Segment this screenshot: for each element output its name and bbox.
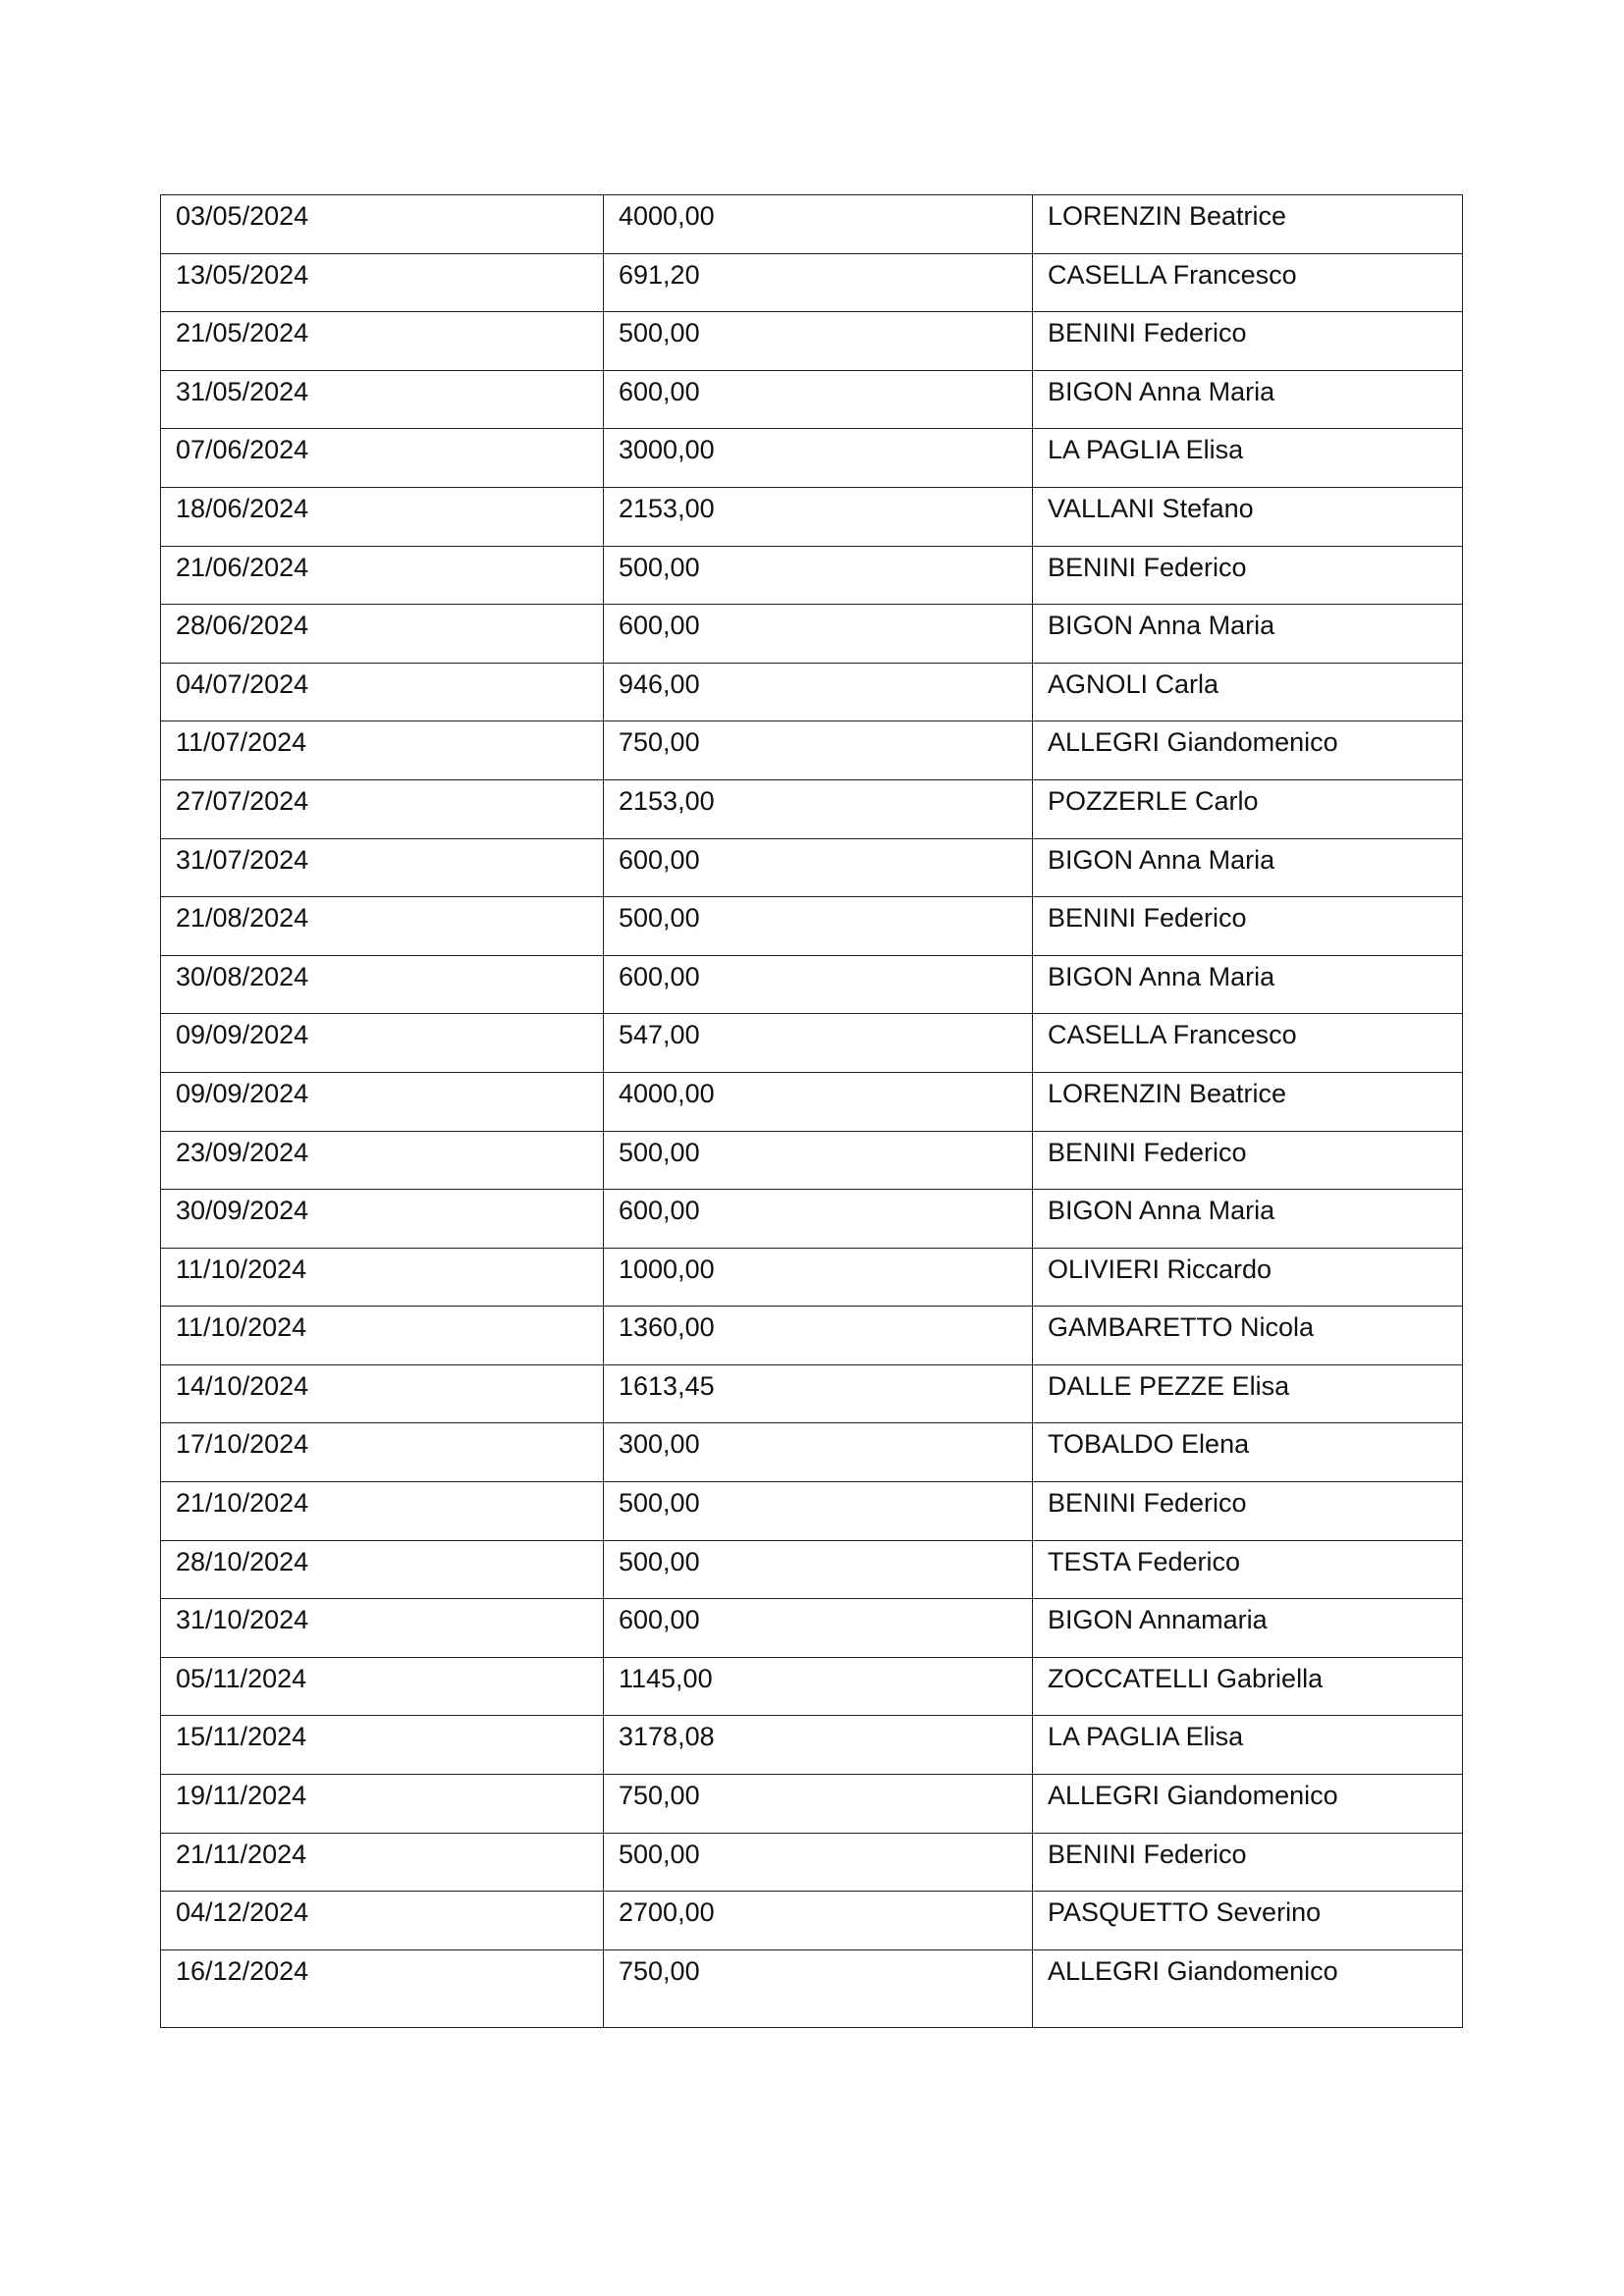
- name-cell-text: LA PAGLIA Elisa: [1048, 435, 1244, 465]
- name-cell: [1033, 370, 1463, 429]
- date-cell: [161, 487, 604, 546]
- date-cell: [161, 253, 604, 312]
- amount-cell-text: 2153,00: [619, 493, 715, 523]
- amount-cell: [604, 253, 1033, 312]
- name-cell: [1033, 1833, 1463, 1892]
- date-cell-text: 05/11/2024: [176, 1663, 307, 1693]
- table-row: [161, 721, 1463, 780]
- amount-cell: [604, 1364, 1033, 1423]
- date-cell: [161, 195, 604, 254]
- table-row: [161, 663, 1463, 721]
- date-cell: [161, 779, 604, 838]
- table-row: [161, 1599, 1463, 1658]
- amount-cell-text: 4000,00: [619, 201, 715, 231]
- name-cell: [1033, 1599, 1463, 1658]
- amount-cell-text: 300,00: [619, 1429, 700, 1460]
- table-row: [161, 1072, 1463, 1131]
- name-cell-text: TOBALDO Elena: [1048, 1429, 1250, 1460]
- amount-cell: [604, 779, 1033, 838]
- date-cell-text: 30/09/2024: [176, 1196, 309, 1226]
- name-cell: [1033, 195, 1463, 254]
- amount-cell-text: 500,00: [619, 1839, 700, 1869]
- name-cell-text: ALLEGRI Giandomenico: [1048, 1955, 1338, 1986]
- amount-cell-text: 600,00: [619, 961, 700, 991]
- date-cell-text: 11/10/2024: [176, 1312, 307, 1343]
- name-cell: [1033, 1657, 1463, 1716]
- date-cell: [161, 838, 604, 897]
- table-row: [161, 1364, 1463, 1423]
- amount-cell: [604, 1775, 1033, 1834]
- date-cell: [161, 1307, 604, 1365]
- amount-cell-text: 600,00: [619, 376, 700, 406]
- amount-cell-text: 600,00: [619, 844, 700, 875]
- name-cell: [1033, 838, 1463, 897]
- name-cell-text: CASELLA Francesco: [1048, 259, 1297, 290]
- amount-cell-text: 2153,00: [619, 785, 715, 816]
- amount-cell: [604, 487, 1033, 546]
- table-row: [161, 1540, 1463, 1599]
- name-cell-text: POZZERLE Carlo: [1048, 785, 1259, 816]
- date-cell: [161, 605, 604, 664]
- date-cell-text: 07/06/2024: [176, 435, 309, 465]
- name-cell-text: OLIVIERI Riccardo: [1048, 1254, 1272, 1284]
- payments-table: [160, 194, 1463, 2028]
- amount-cell: [604, 195, 1033, 254]
- name-cell-text: BIGON Anna Maria: [1048, 376, 1275, 406]
- amount-cell: [604, 1833, 1033, 1892]
- date-cell-text: 16/12/2024: [176, 1955, 309, 1986]
- amount-cell: [604, 1716, 1033, 1775]
- name-cell-text: ALLEGRI Giandomenico: [1048, 727, 1338, 758]
- name-cell-text: BIGON Anna Maria: [1048, 611, 1275, 641]
- amount-cell: [604, 1482, 1033, 1541]
- amount-cell-text: 500,00: [619, 1137, 700, 1167]
- date-cell-text: 21/06/2024: [176, 552, 309, 582]
- name-cell: [1033, 1364, 1463, 1423]
- name-cell: [1033, 1248, 1463, 1307]
- name-cell-text: ZOCCATELLI Gabriella: [1048, 1663, 1324, 1693]
- name-cell: [1033, 253, 1463, 312]
- date-cell-text: 31/10/2024: [176, 1605, 309, 1635]
- name-cell-text: BIGON Anna Maria: [1048, 1196, 1275, 1226]
- date-cell: [161, 663, 604, 721]
- table-row: [161, 605, 1463, 664]
- name-cell: [1033, 1131, 1463, 1190]
- name-cell: [1033, 1949, 1463, 2027]
- amount-cell: [604, 370, 1033, 429]
- name-cell-text: GAMBARETTO Nicola: [1048, 1312, 1315, 1343]
- table-row: [161, 195, 1463, 254]
- amount-cell-text: 750,00: [619, 1955, 700, 1986]
- name-cell: [1033, 1072, 1463, 1131]
- name-cell-text: BENINI Federico: [1048, 1839, 1247, 1869]
- amount-cell: [604, 721, 1033, 780]
- date-cell: [161, 1131, 604, 1190]
- name-cell: [1033, 1307, 1463, 1365]
- table-row: [161, 312, 1463, 371]
- name-cell-text: LA PAGLIA Elisa: [1048, 1722, 1244, 1752]
- name-cell: [1033, 312, 1463, 371]
- date-cell-text: 03/05/2024: [176, 201, 309, 231]
- amount-cell-text: 946,00: [619, 668, 700, 699]
- date-cell-text: 17/10/2024: [176, 1429, 309, 1460]
- table-row: [161, 1482, 1463, 1541]
- amount-cell: [604, 1014, 1033, 1073]
- name-cell-text: TESTA Federico: [1048, 1546, 1241, 1576]
- table-row: [161, 1949, 1463, 2027]
- name-cell: [1033, 1482, 1463, 1541]
- amount-cell: [604, 1657, 1033, 1716]
- date-cell-text: 19/11/2024: [176, 1781, 307, 1811]
- date-cell-text: 31/05/2024: [176, 376, 309, 406]
- amount-cell-text: 1145,00: [619, 1663, 713, 1693]
- name-cell: [1033, 663, 1463, 721]
- name-cell: [1033, 1892, 1463, 1950]
- amount-cell: [604, 1131, 1033, 1190]
- date-cell: [161, 955, 604, 1014]
- date-cell-text: 23/09/2024: [176, 1137, 309, 1167]
- date-cell-text: 21/11/2024: [176, 1839, 307, 1869]
- table-row: [161, 779, 1463, 838]
- amount-cell-text: 3178,08: [619, 1722, 715, 1752]
- name-cell: [1033, 1775, 1463, 1834]
- date-cell-text: 11/10/2024: [176, 1254, 307, 1284]
- date-cell-text: 11/07/2024: [176, 727, 307, 758]
- name-cell-text: VALLANI Stefano: [1048, 493, 1254, 523]
- amount-cell-text: 1360,00: [619, 1312, 715, 1343]
- name-cell-text: BENINI Federico: [1048, 1488, 1247, 1519]
- amount-cell: [604, 1949, 1033, 2027]
- name-cell: [1033, 1716, 1463, 1775]
- table-row: [161, 1833, 1463, 1892]
- name-cell: [1033, 1423, 1463, 1482]
- date-cell-text: 21/10/2024: [176, 1488, 309, 1519]
- name-cell-text: LORENZIN Beatrice: [1048, 1078, 1287, 1108]
- date-cell-text: 04/07/2024: [176, 668, 309, 699]
- date-cell-text: 04/12/2024: [176, 1897, 309, 1928]
- name-cell: [1033, 605, 1463, 664]
- name-cell-text: BENINI Federico: [1048, 1137, 1247, 1167]
- amount-cell-text: 1000,00: [619, 1254, 715, 1284]
- date-cell-text: 31/07/2024: [176, 844, 309, 875]
- amount-cell-text: 500,00: [619, 903, 700, 934]
- amount-cell: [604, 605, 1033, 664]
- table-row: [161, 838, 1463, 897]
- date-cell-text: 30/08/2024: [176, 961, 309, 991]
- name-cell-text: BIGON Annamaria: [1048, 1605, 1268, 1635]
- table-row: [161, 1307, 1463, 1365]
- payments-table-body: [161, 195, 1463, 2028]
- amount-cell: [604, 663, 1033, 721]
- name-cell-text: ALLEGRI Giandomenico: [1048, 1781, 1338, 1811]
- name-cell: [1033, 487, 1463, 546]
- date-cell-text: 09/09/2024: [176, 1078, 309, 1108]
- amount-cell-text: 691,20: [619, 259, 700, 290]
- amount-cell-text: 500,00: [619, 552, 700, 582]
- table-row: [161, 1716, 1463, 1775]
- date-cell-text: 09/09/2024: [176, 1020, 309, 1050]
- amount-cell-text: 547,00: [619, 1020, 700, 1050]
- date-cell: [161, 1190, 604, 1249]
- name-cell: [1033, 955, 1463, 1014]
- date-cell: [161, 1657, 604, 1716]
- date-cell: [161, 1949, 604, 2027]
- table-row: [161, 253, 1463, 312]
- name-cell: [1033, 721, 1463, 780]
- date-cell-text: 21/05/2024: [176, 318, 309, 348]
- amount-cell: [604, 1423, 1033, 1482]
- name-cell-text: BENINI Federico: [1048, 552, 1247, 582]
- name-cell-text: PASQUETTO Severino: [1048, 1897, 1322, 1928]
- name-cell-text: BENINI Federico: [1048, 903, 1247, 934]
- name-cell: [1033, 1540, 1463, 1599]
- date-cell-text: 13/05/2024: [176, 259, 309, 290]
- date-cell: [161, 1892, 604, 1950]
- amount-cell-text: 750,00: [619, 1781, 700, 1811]
- date-cell: [161, 1248, 604, 1307]
- date-cell: [161, 370, 604, 429]
- date-cell-text: 15/11/2024: [176, 1722, 307, 1752]
- table-row: [161, 1423, 1463, 1482]
- table-row: [161, 955, 1463, 1014]
- date-cell: [161, 1716, 604, 1775]
- amount-cell: [604, 1599, 1033, 1658]
- table-row: [161, 1248, 1463, 1307]
- amount-cell: [604, 897, 1033, 956]
- date-cell-text: 14/10/2024: [176, 1370, 309, 1401]
- date-cell: [161, 546, 604, 605]
- amount-cell-text: 3000,00: [619, 435, 715, 465]
- date-cell-text: 28/06/2024: [176, 611, 309, 641]
- amount-cell: [604, 312, 1033, 371]
- amount-cell-text: 600,00: [619, 611, 700, 641]
- table-row: [161, 546, 1463, 605]
- date-cell: [161, 1364, 604, 1423]
- amount-cell: [604, 1248, 1033, 1307]
- date-cell: [161, 1775, 604, 1834]
- name-cell-text: BIGON Anna Maria: [1048, 961, 1275, 991]
- table-row: [161, 1892, 1463, 1950]
- date-cell: [161, 721, 604, 780]
- amount-cell-text: 2700,00: [619, 1897, 715, 1928]
- amount-cell: [604, 429, 1033, 488]
- date-cell: [161, 429, 604, 488]
- amount-cell-text: 500,00: [619, 1546, 700, 1576]
- name-cell: [1033, 897, 1463, 956]
- date-cell: [161, 1540, 604, 1599]
- name-cell: [1033, 546, 1463, 605]
- table-row: [161, 897, 1463, 956]
- name-cell: [1033, 1014, 1463, 1073]
- table-row: [161, 487, 1463, 546]
- table-row: [161, 1014, 1463, 1073]
- name-cell-text: BENINI Federico: [1048, 318, 1247, 348]
- date-cell: [161, 1599, 604, 1658]
- table-row: [161, 1775, 1463, 1834]
- date-cell: [161, 897, 604, 956]
- amount-cell: [604, 1892, 1033, 1950]
- amount-cell-text: 1613,45: [619, 1370, 715, 1401]
- amount-cell-text: 4000,00: [619, 1078, 715, 1108]
- table-row: [161, 1131, 1463, 1190]
- table-row: [161, 1190, 1463, 1249]
- amount-cell: [604, 1072, 1033, 1131]
- amount-cell-text: 600,00: [619, 1605, 700, 1635]
- amount-cell: [604, 1540, 1033, 1599]
- amount-cell: [604, 955, 1033, 1014]
- table-row: [161, 429, 1463, 488]
- date-cell: [161, 1482, 604, 1541]
- amount-cell: [604, 838, 1033, 897]
- name-cell: [1033, 779, 1463, 838]
- date-cell-text: 28/10/2024: [176, 1546, 309, 1576]
- name-cell-text: AGNOLI Carla: [1048, 668, 1219, 699]
- date-cell-text: 27/07/2024: [176, 785, 309, 816]
- date-cell-text: 21/08/2024: [176, 903, 309, 934]
- date-cell: [161, 1014, 604, 1073]
- name-cell-text: LORENZIN Beatrice: [1048, 201, 1287, 231]
- date-cell: [161, 1833, 604, 1892]
- table-row: [161, 370, 1463, 429]
- name-cell-text: BIGON Anna Maria: [1048, 844, 1275, 875]
- amount-cell-text: 600,00: [619, 1196, 700, 1226]
- name-cell-text: CASELLA Francesco: [1048, 1020, 1297, 1050]
- date-cell-text: 18/06/2024: [176, 493, 309, 523]
- amount-cell: [604, 1307, 1033, 1365]
- amount-cell-text: 750,00: [619, 727, 700, 758]
- date-cell: [161, 1072, 604, 1131]
- name-cell: [1033, 1190, 1463, 1249]
- name-cell-text: DALLE PEZZE Elisa: [1048, 1370, 1290, 1401]
- date-cell: [161, 312, 604, 371]
- amount-cell-text: 500,00: [619, 318, 700, 348]
- name-cell: [1033, 429, 1463, 488]
- amount-cell: [604, 1190, 1033, 1249]
- table-row: [161, 1657, 1463, 1716]
- amount-cell: [604, 546, 1033, 605]
- date-cell: [161, 1423, 604, 1482]
- amount-cell-text: 500,00: [619, 1488, 700, 1519]
